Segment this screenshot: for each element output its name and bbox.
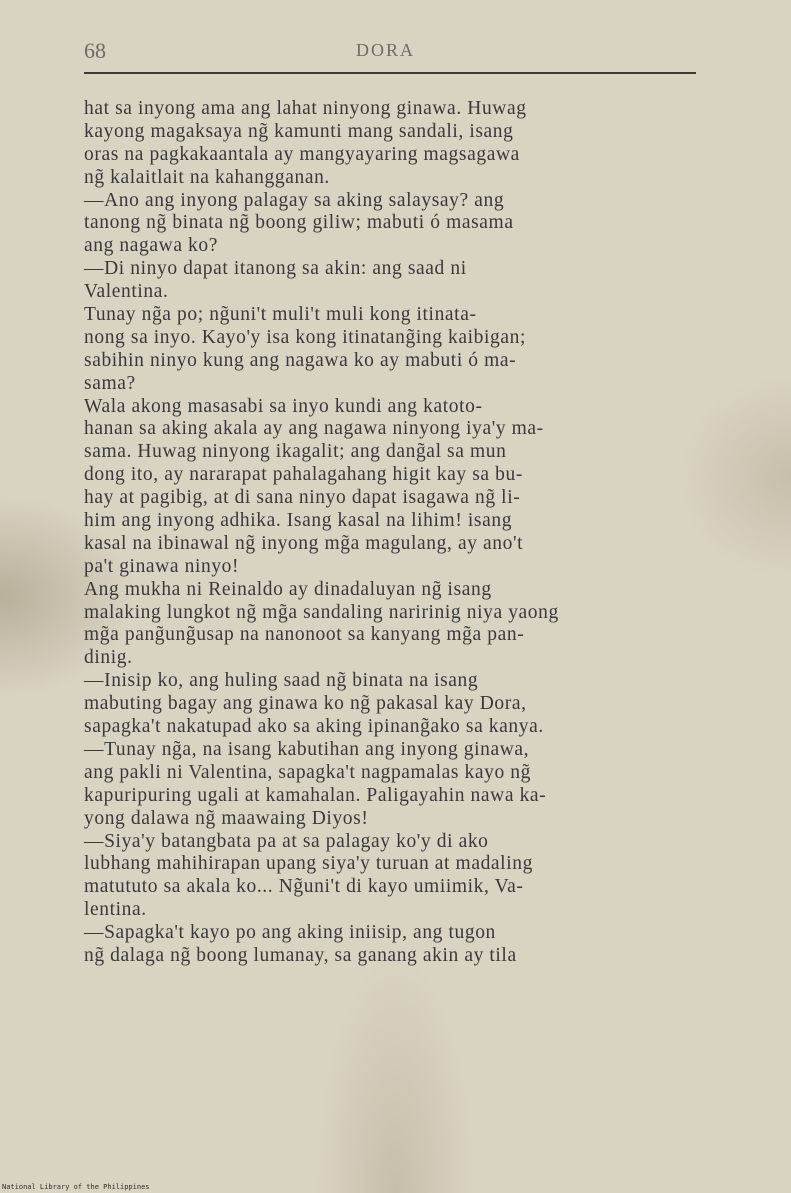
text-line: hay at pagibig, at di sana ninyo dapat isagawa ng̃ li- xyxy=(84,487,521,509)
text-line: him ang inyong adhika. Isang kasal na lihim! isang xyxy=(84,510,513,532)
text-line: hanan sa aking akala ay ang nagawa ninyong iya'y ma- xyxy=(84,418,544,440)
text-line: Tunay ng̃a po; ng̃uni't muli't muli kong itinata- xyxy=(84,304,477,326)
source-footer: National Library of the Philippines xyxy=(2,1183,150,1191)
text-line: dinig. xyxy=(84,647,133,669)
body-text xyxy=(84,98,704,968)
text-line: sama. Huwag ninyong ikagalit; ang dang̃al sa mun xyxy=(84,441,507,463)
text-line: sabihin ninyo kung ang nagawa ko ay mabuti ó ma- xyxy=(84,349,517,371)
text-line: Valentina. xyxy=(84,281,169,303)
text-line: —Siya'y batangbata pa at sa palagay ko'y di ako xyxy=(84,830,489,852)
text-line: ang nagawa ko? xyxy=(84,235,219,257)
text-line: pa't ginawa ninyo! xyxy=(84,555,240,577)
text-line: —Inisip ko, ang huling saad ng̃ binata na isang xyxy=(84,670,479,692)
text-line: —Sapagka't kayo po ang aking iniisip, ang tugon xyxy=(84,922,496,944)
text-line: sapagka't nakatupad ako sa aking ipinang̃ako sa kanya. xyxy=(84,716,544,738)
page-header xyxy=(84,38,696,72)
text-line: dong ito, ay nararapat pahalagahang higit kay sa bu- xyxy=(84,464,523,486)
text-line: lubhang mahihirapan upang siya'y turuan at madaling xyxy=(84,853,533,875)
text-line: ng̃ dalaga ng̃ boong lumanay, sa ganang akin ay tila xyxy=(84,944,517,966)
text-line: kasal na ibinawal ng̃ inyong mg̃a magulang, ay ano't xyxy=(84,532,524,554)
text-line: ng̃ kalaitlait na kahangganan. xyxy=(84,166,330,188)
text-line: mabuting bagay ang ginawa ko ng̃ pakasal kay Dora, xyxy=(84,693,527,715)
text-line: kayong magaksaya ng̃ kamunti mang sandali, isang xyxy=(84,120,514,142)
text-line: kapuripuring ugali at kamahalan. Paligayahin nawa ka- xyxy=(84,784,547,806)
text-line: Wala akong masasabi sa inyo kundi ang katoto- xyxy=(84,395,483,417)
text-line: —Di ninyo dapat itanong sa akin: ang saad ni xyxy=(84,258,467,280)
text-line: Ang mukha ni Reinaldo ay dinadaluyan ng̃ isang xyxy=(84,578,492,600)
header-rule xyxy=(84,72,696,74)
text-line: mg̃a pang̃ung̃usap na nanonoot sa kanyang mg̃a pan- xyxy=(84,624,525,646)
text-line: matututo sa akala ko... Ng̃uni't di kayo umiimik, Va- xyxy=(84,876,524,898)
page-number: 68 xyxy=(84,38,106,63)
text-line: yong dalawa ng̃ maawaing Diyos! xyxy=(84,807,369,829)
text-line: malaking lungkot ng̃ mg̃a sandaling naririnig niya yaong xyxy=(84,601,559,623)
text-line: —Ano ang inyong palagay sa aking salaysay? ang xyxy=(84,189,505,211)
text-line: ang pakli ni Valentina, sapagka't nagpamalas kayo ng̃ xyxy=(84,761,531,783)
text-line: tanong ng̃ binata ng̃ boong giliw; mabuti ó masama xyxy=(84,212,514,234)
text-line: nong sa inyo. Kayo'y isa kong itinatang̃ing kaibigan; xyxy=(84,326,526,348)
text-line: oras na pagkakaantala ay mangyayaring magsagawa xyxy=(84,143,520,165)
text-line: —Tunay ng̃a, na isang kabutihan ang inyong ginawa, xyxy=(84,738,530,760)
text-line: lentina. xyxy=(84,899,147,921)
running-head: DORA xyxy=(356,40,416,60)
text-line: hat sa inyong ama ang lahat ninyong ginawa. Huwag xyxy=(84,98,527,119)
text-line: sama? xyxy=(84,372,136,394)
